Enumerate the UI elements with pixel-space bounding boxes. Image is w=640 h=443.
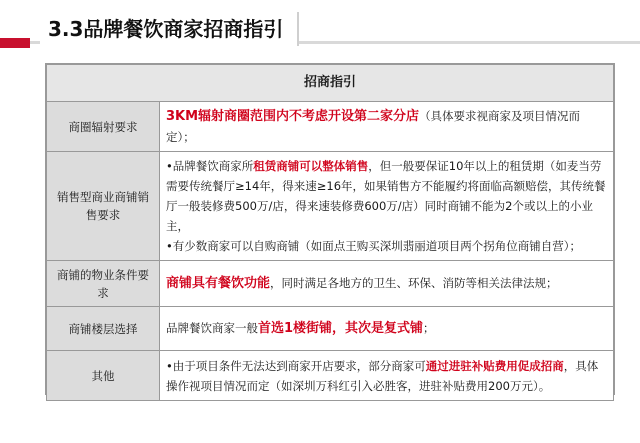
highlight-text: 商铺具有餐饮功能	[166, 276, 271, 291]
row-label: 商铺楼层选择	[47, 307, 160, 351]
header-red-accent	[0, 38, 30, 48]
merchant-guide-table	[45, 63, 615, 395]
body-text: ，具体操作视项目情况而定（如深圳万科红引入必胜客，进驻补贴费用200万元）。	[166, 358, 599, 393]
row-label: 销售型商业商铺销售要求	[47, 152, 160, 261]
highlight-text: 租赁商铺可以整体销售	[253, 159, 369, 173]
row-content	[160, 261, 614, 307]
row-content	[160, 152, 614, 261]
table-row	[47, 307, 614, 351]
highlight-text: 3KM辐射商圈范围内不考虑开设第二家分店	[166, 109, 420, 124]
body-text: •品牌餐饮商家所	[166, 159, 254, 173]
highlight-text: 通过进驻补贴费用促成招商	[425, 358, 564, 373]
table-row	[47, 102, 614, 152]
table-row	[47, 152, 614, 261]
paragraph	[166, 156, 607, 236]
table-heading: 招商指引	[47, 65, 614, 102]
row-content	[160, 351, 614, 401]
body-text: ；	[423, 321, 435, 335]
row-content	[160, 102, 614, 152]
slide-header	[0, 0, 640, 52]
row-label: 商圈辐射要求	[47, 102, 160, 152]
table-header-row	[47, 65, 614, 102]
body-text: （具体要求视商家及项目情况而定）；	[166, 109, 581, 144]
body-text: ，但一般要保证10年以上的租赁期（如麦当劳需要传统餐厅≥14年，得来速≥16年，如果销售方不能履约将面临高额赔偿，其传统餐厅一般装修费500万/店，得来速装修费600万/店）同时商铺不能为2个或以上的小业主，	[166, 159, 606, 233]
table-row	[47, 351, 614, 401]
body-text: •由于项目条件无法达到商家开店要求，部分商家可	[166, 358, 426, 373]
row-label: 商铺的物业条件要求	[47, 261, 160, 307]
row-label: 其他	[47, 351, 160, 401]
body-text: ，同时满足各地方的卫生、环保、消防等相关法律法规；	[270, 276, 558, 290]
body-text: 品牌餐饮商家一般	[166, 321, 258, 335]
slide-title: 3.3品牌餐饮商家招商指引	[40, 12, 299, 46]
row-content	[160, 307, 614, 351]
paragraph: •有少数商家可以自购商铺（如面点王购买深圳翡丽道项目两个拐角位商铺自营）；	[166, 239, 582, 253]
table-row	[47, 261, 614, 307]
highlight-text: 首选1楼街铺，其次是复式铺	[258, 321, 424, 336]
